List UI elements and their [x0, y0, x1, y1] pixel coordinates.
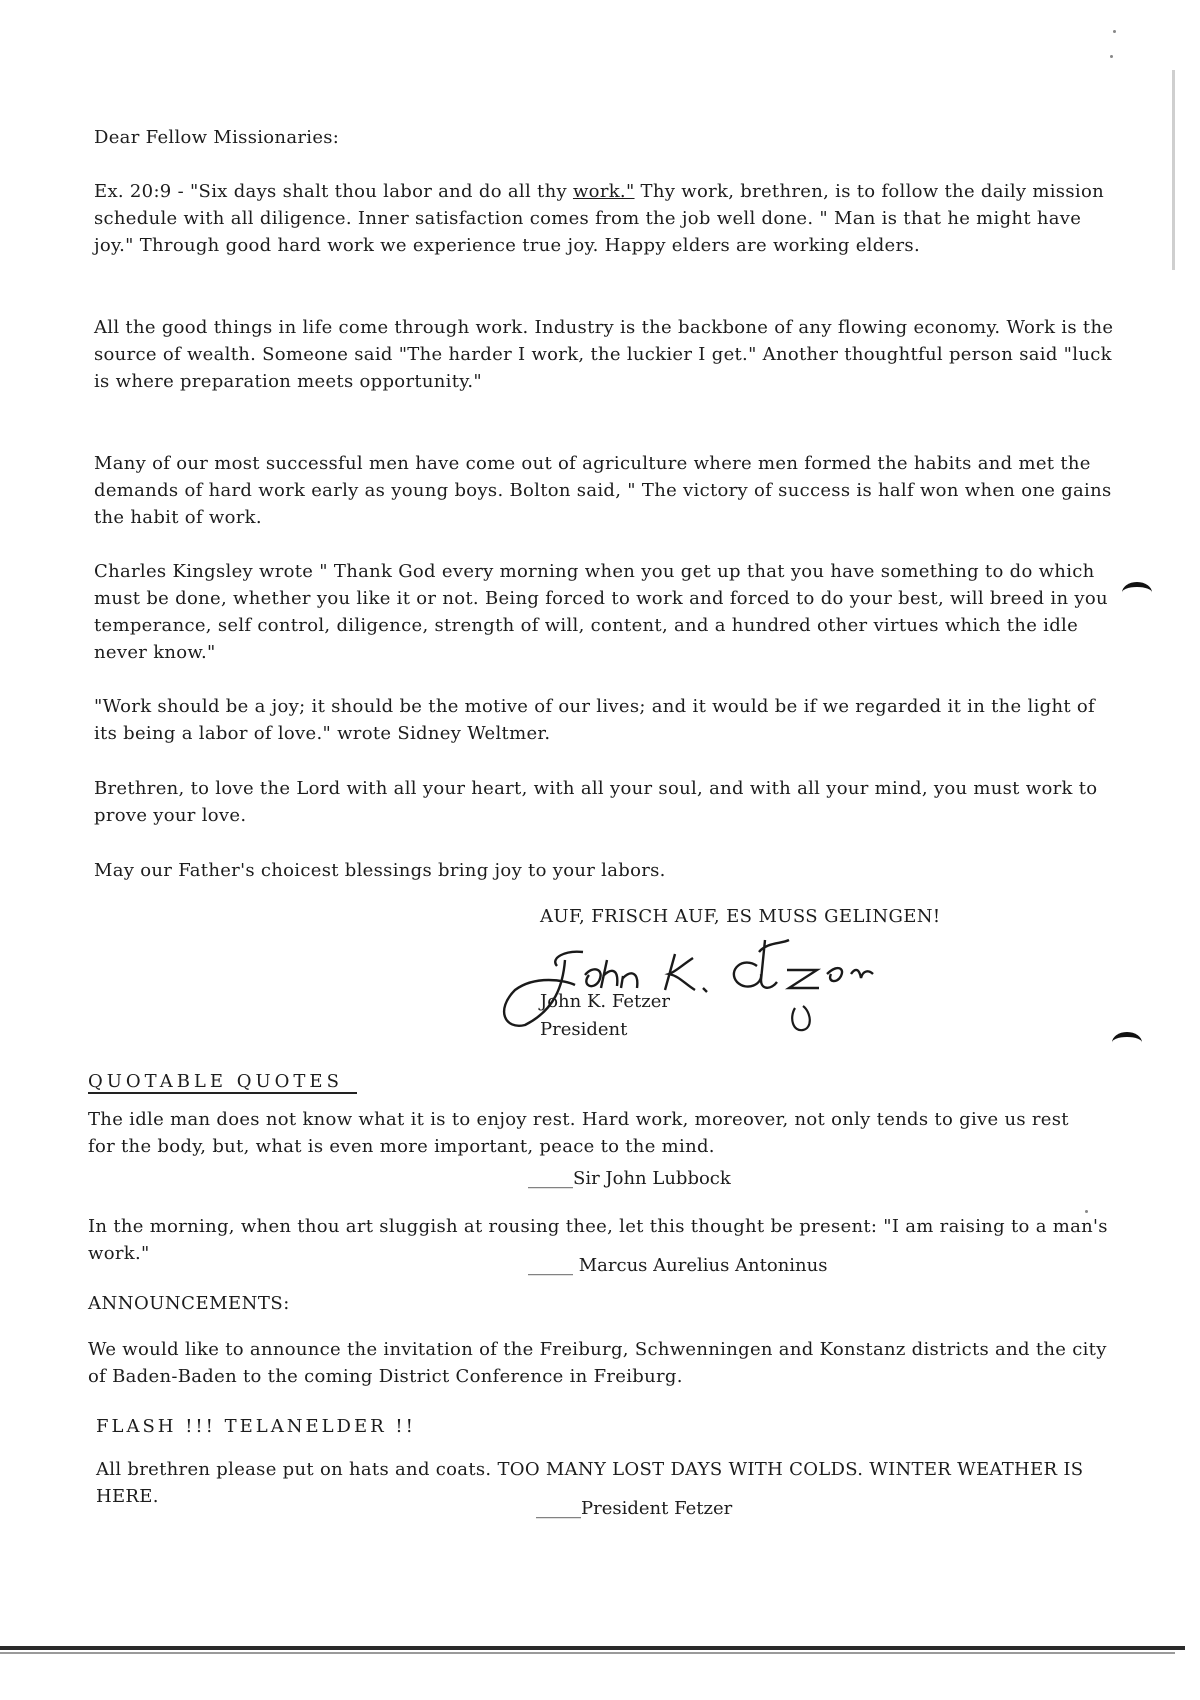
- staple-mark-icon: [1112, 1032, 1142, 1053]
- quote-1-attribution: _____Sir John Lubbock: [528, 1168, 731, 1189]
- announcement-text: We would like to announce the invitation of the Freiburg, Schwenningen and Konstanz districts and the city of Baden-Baden to the coming District Conference in Freiburg.: [88, 1339, 1107, 1387]
- paragraph-1: [94, 178, 1114, 259]
- quote-1: The idle man does not know what it is to enjoy rest. Hard work, moreover, not only tends to give us rest for the body, but, what is even more important, peace to the mind.: [88, 1109, 1069, 1157]
- signer-name: John K. Fetzer: [540, 991, 670, 1012]
- page-bottom-edge-shadow: [0, 1652, 1175, 1654]
- p1-work-underlined: work.": [572, 181, 635, 202]
- flash-attribution: _____President Fetzer: [536, 1498, 733, 1519]
- salutation: Dear Fellow Missionaries:: [94, 127, 340, 148]
- paragraph-5: "Work should be a joy; it should be the motive of our lives; and it would be if we regarded it in the light of its being a labor of love." wrote Sidney Weltmer.: [94, 696, 1095, 744]
- paragraph-7: May our Father's choicest blessings bring joy to your labors.: [94, 860, 666, 881]
- staple-mark-icon: [1122, 582, 1152, 603]
- page-bottom-edge: [0, 1646, 1185, 1650]
- dust-speck: [1110, 55, 1113, 58]
- flash-heading: FLASH !!! TELANELDER !!: [96, 1416, 416, 1437]
- paragraph-4: Charles Kingsley wrote " Thank God every morning when you get up that you have something to do which must be done, whether you like it or not. Being forced to work and forced to do your best, will breed in you temperance, self control, diligence, strength of will, content, and a hundred other virtues which the idle never know.": [94, 561, 1108, 663]
- flash-text: All brethren please put on hats and coats. TOO MANY LOST DAYS WITH COLDS. WINTER WEATHER IS HERE.: [96, 1459, 1084, 1507]
- paragraph-2: All the good things in life come through work. Industry is the backbone of any flowing economy. Work is the source of wealth. Someone said "The harder I work, the luckier I get." Another thoughtful person said "luck is where preparation meets opportunity.": [94, 317, 1114, 392]
- p1-text-a: Ex. 20:9 - "Six days shalt thou labor and do all thy: [94, 181, 573, 202]
- quotable-quotes-heading: QUOTABLE QUOTES: [88, 1071, 357, 1094]
- page-edge-shadow: [1172, 70, 1175, 270]
- signer-title: President: [540, 1019, 628, 1040]
- dust-speck: [1113, 30, 1116, 33]
- quote-2: In the morning, when thou art sluggish at rousing thee, let this thought be present: "I am raising to a man's work.": [88, 1216, 1108, 1264]
- quote-2-attribution: _____ Marcus Aurelius Antoninus: [528, 1255, 828, 1276]
- motto: AUF, FRISCH AUF, ES MUSS GELINGEN!: [540, 906, 941, 927]
- paragraph-3: Many of our most successful men have come out of agriculture where men formed the habits and met the demands of hard work early as young boys. Bolton said, " The victory of success is half won when one gains the habit of work.: [94, 453, 1112, 528]
- announcements-heading: ANNOUNCEMENTS:: [88, 1293, 290, 1314]
- paragraph-6: Brethren, to love the Lord with all your heart, with all your soul, and with all your mind, you must work to prove your love.: [94, 778, 1098, 826]
- p1-text-b: Thy work, brethren, is to follow the daily mission schedule with all diligence. Inner satisfaction comes from the job well done. " Man is that he might have joy." Through good hard work we experience true joy. Happy elders are working elders.: [94, 181, 1104, 256]
